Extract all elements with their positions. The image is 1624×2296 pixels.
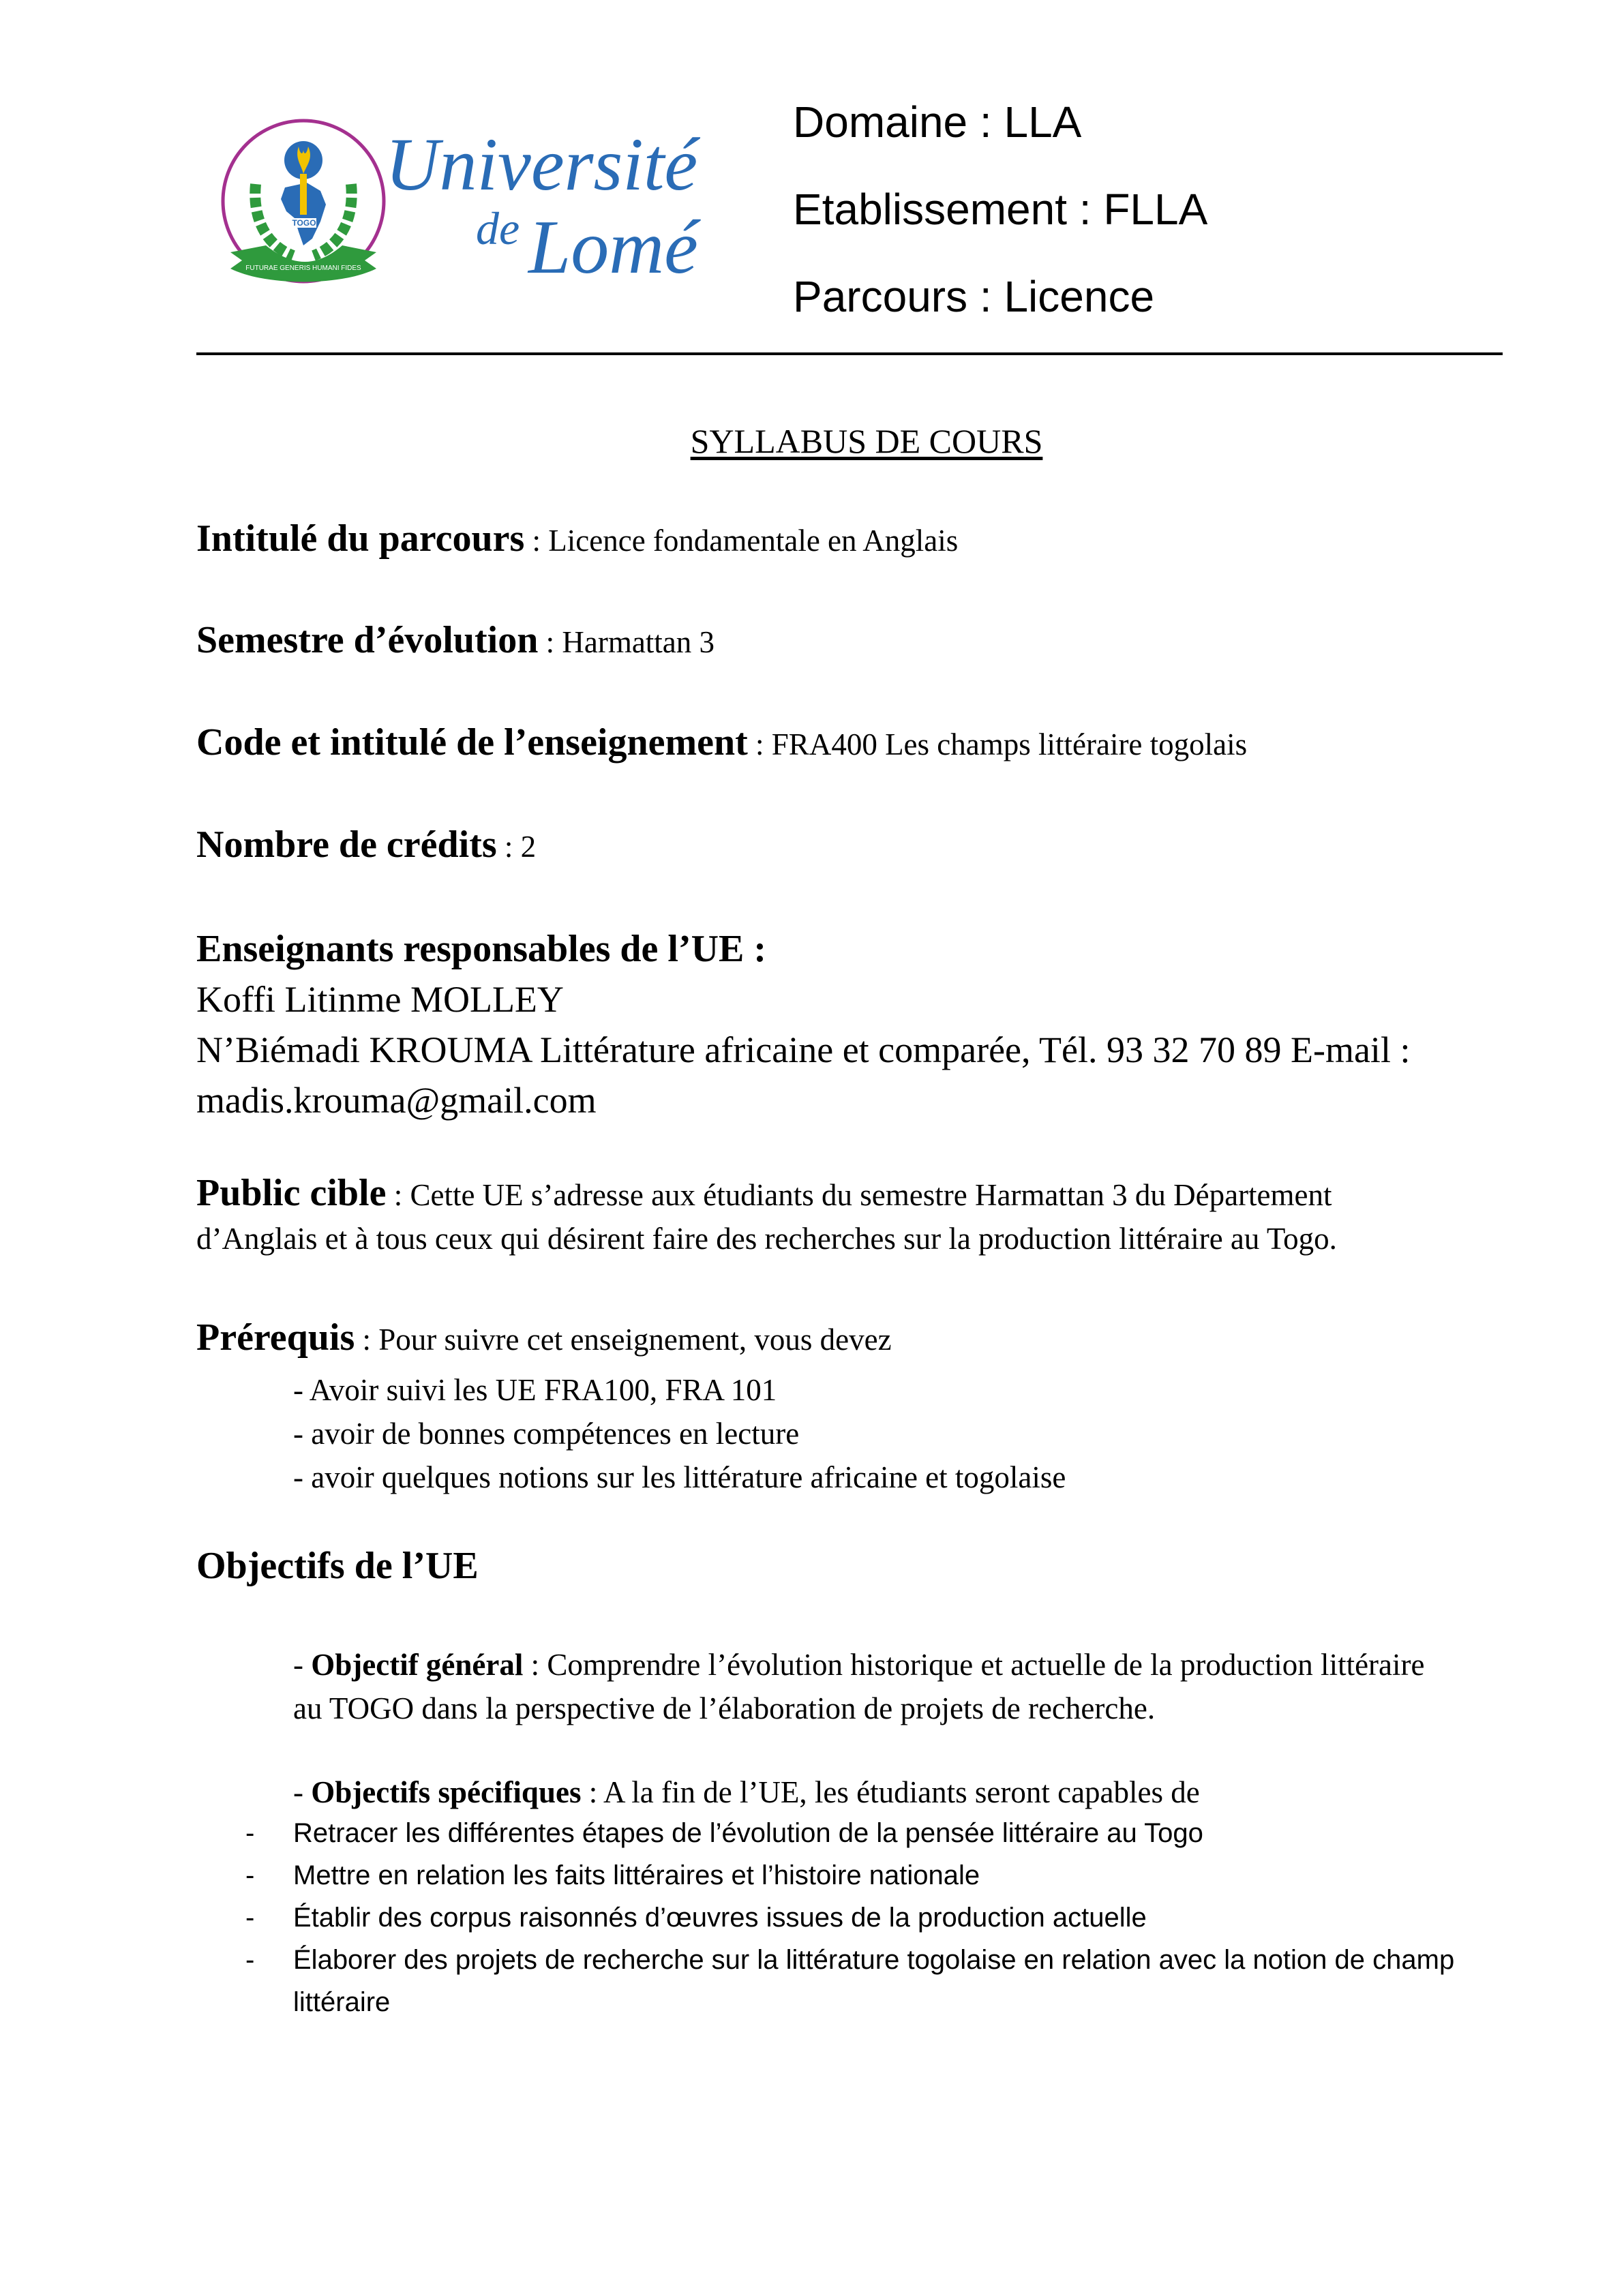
objectif-specifique-item: Mettre en relation les faits littéraires et l’histoire nationale [293, 1860, 980, 1890]
prerequis-item: - Avoir suivi les UE FRA100, FRA 101 [293, 1373, 777, 1407]
objectifs-heading: Objectifs de l’UE [196, 1545, 479, 1587]
logo-motto: FUTURAE GENERIS HUMANI FIDES [245, 265, 361, 272]
field-code-value: : FRA400 Les champs littéraire togolais [747, 727, 1248, 761]
field-credits-label: Nombre de crédits [196, 824, 497, 866]
field-code-label: Code et intitulé de l’enseignement [196, 721, 748, 764]
prerequis-section [196, 1316, 892, 1361]
logo-country: TOGO [292, 218, 316, 228]
header-divider [196, 352, 1503, 355]
enseignant-email: madis.krouma@gmail.com [196, 1080, 597, 1121]
field-intitule-label: Intitulé du parcours [196, 517, 525, 560]
prerequis-item: - avoir de bonnes compétences en lecture [293, 1417, 800, 1451]
header-parcours: Parcours : Licence [793, 272, 1155, 321]
public-section [196, 1171, 1337, 1260]
objectifs-specifiques-text: : A la fin de l’UE, les étudiants seront capables de [581, 1775, 1200, 1809]
field-code [196, 721, 1247, 764]
objectif-specifique-item: Élaborer des projets de recherche sur la littérature togolaise en relation avec la notion de champ [293, 1945, 1455, 1975]
objectifs-specifiques-label: Objectifs spécifiques [311, 1775, 582, 1809]
page-title: SYLLABUS DE COURS [690, 422, 1043, 460]
enseignants-label: Enseignants responsables de l’UE : [196, 928, 767, 970]
bullet-dash: - [245, 1903, 255, 1933]
header-etablissement: Etablissement : FLLA [793, 185, 1208, 234]
bullet-dash: - [245, 1860, 255, 1890]
objectifs-specifiques-dash: - [293, 1775, 312, 1809]
field-semestre [196, 618, 715, 662]
objectif-specifique-item: Établir des corpus raisonnés d’œuvres issues de la production actuelle [293, 1903, 1147, 1933]
public-text-1: : Cette UE s’adresse aux étudiants du semestre Harmattan 3 du Département [386, 1178, 1332, 1212]
field-intitule-value: : Licence fondamentale en Anglais [524, 524, 959, 558]
public-text-2: d’Anglais et à tous ceux qui désirent faire des recherches sur la production littéraire au Togo. [196, 1222, 1337, 1256]
field-semestre-value: : Harmattan 3 [538, 625, 715, 659]
logo-name-de: de [476, 202, 520, 254]
objectif-general [293, 1643, 1424, 1730]
objectif-general-label: Objectif général [311, 1648, 524, 1682]
objectif-general-dash: - [293, 1648, 312, 1682]
logo-name-line2: Lomé [528, 205, 698, 290]
prerequis-label: Prérequis [196, 1316, 355, 1359]
university-emblem [218, 109, 764, 293]
header-domaine: Domaine : LLA [793, 97, 1082, 147]
enseignant-2: N’Biémadi KROUMA Littérature africaine et comparée, Tél. 93 32 70 89 E-mail : [196, 1029, 1411, 1070]
public-label: Public cible [196, 1172, 387, 1214]
enseignant-1: Koffi Litinme MOLLEY [196, 979, 564, 1020]
field-semestre-label: Semestre d’évolution [196, 619, 539, 661]
logo-name-line1: Université [385, 123, 698, 206]
objectif-general-text-1: : Comprendre l’évolution historique et actuelle de la production littéraire [523, 1648, 1425, 1682]
prerequis-item: - avoir quelques notions sur les littérature africaine et togolaise [293, 1460, 1066, 1494]
objectif-specifique-item: Retracer les différentes étapes de l’évolution de la pensée littéraire au Togo [293, 1818, 1203, 1848]
enseignants-section [196, 924, 1410, 1126]
bullet-dash: - [245, 1818, 255, 1848]
objectif-specifique-item-cont: littéraire [293, 1987, 391, 2017]
field-credits-value: : 2 [496, 830, 537, 864]
university-logo [218, 109, 764, 293]
prerequis-intro: : Pour suivre cet enseignement, vous devez [355, 1323, 892, 1357]
field-intitule [196, 517, 958, 560]
bullet-dash: - [245, 1945, 255, 1975]
objectif-general-text-2: au TOGO dans la perspective de l’élaboration de projets de recherche. [293, 1691, 1156, 1725]
field-credits [196, 823, 536, 866]
objectifs-specifiques [293, 1774, 1200, 1810]
